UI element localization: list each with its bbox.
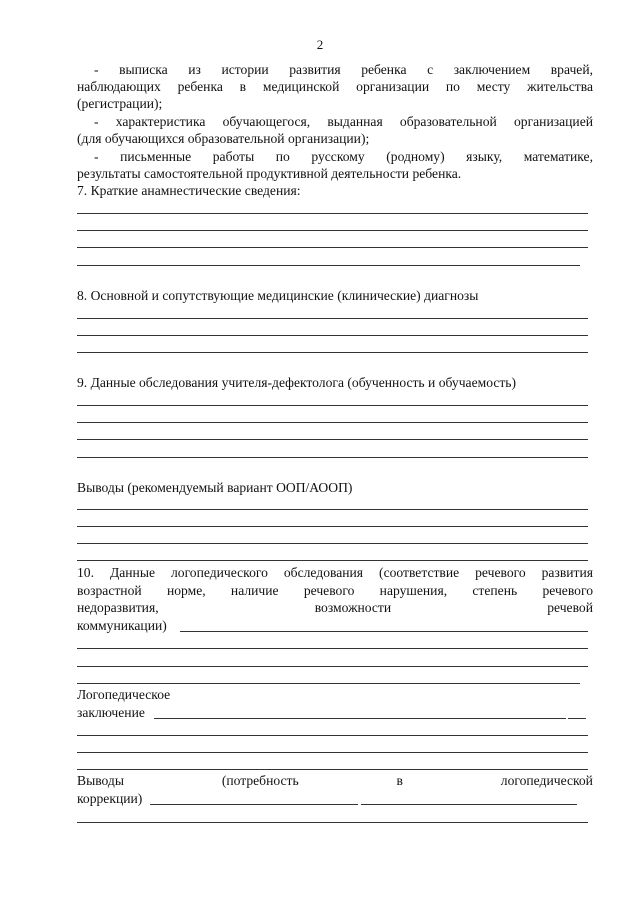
correction-word-2: (потребность [221, 773, 299, 788]
speech-conclusion-inline-fill-end[interactable] [568, 718, 586, 719]
section7-fill-line[interactable] [77, 247, 588, 248]
intro-line-3: (регистрации); [77, 96, 163, 111]
speech-conclusion-inline-fill[interactable] [154, 718, 566, 719]
section7-fill-line[interactable] [77, 230, 588, 231]
section10-inline-fill[interactable] [180, 631, 588, 632]
intro-line-1: - выписка из истории развития ребенка с заключением врачей, [94, 62, 593, 77]
section10-fill-line[interactable] [77, 648, 588, 649]
section8-fill-line[interactable] [77, 318, 588, 319]
section9-fill-line[interactable] [77, 422, 588, 423]
intro-line-4: - характеристика обучающегося, выданная образовательной организацией [94, 114, 593, 129]
section9-fill-line[interactable] [77, 457, 588, 458]
intro-line-2: наблюдающих ребенка в медицинской организации по месту жительства [77, 79, 593, 94]
conclusions-oop-title: Выводы (рекомендуемый вариант ООП/АООП) [77, 480, 353, 495]
correction-line-1 [77, 772, 593, 789]
conclusions-oop-fill-line[interactable] [77, 560, 588, 561]
conclusions-oop-fill-line[interactable] [77, 526, 588, 527]
conclusions-oop-fill-line[interactable] [77, 509, 588, 510]
speech-conclusion-fill-line[interactable] [77, 752, 588, 753]
section8-fill-line[interactable] [77, 352, 588, 353]
intro-line-7: результаты самостоятельной продуктивной деятельности ребенка. [77, 166, 462, 181]
intro-line-6: - письменные работы по русскому (родному) языку, математике, [94, 149, 593, 164]
section9-title: 9. Данные обследования учителя-дефектолога (обученность и обучаемость) [77, 375, 517, 390]
section9-fill-line[interactable] [77, 439, 588, 440]
section8-title: 8. Основной и сопутствующие медицинские (клинические) диагнозы [77, 288, 479, 303]
section7-title: 7. Краткие анамнестические сведения: [77, 183, 301, 198]
correction-word-4: логопедической [500, 773, 593, 788]
section10-line-1: 10. Данные логопедического обследования (соответствие речевого развития [77, 565, 593, 580]
section7-fill-line[interactable] [77, 213, 588, 214]
page-number: 2 [316, 37, 324, 52]
section10-fill-line[interactable] [77, 683, 580, 684]
section9-fill-line[interactable] [77, 405, 588, 406]
section7-fill-line[interactable] [77, 265, 580, 266]
section10-line-3: недоразвития, возможности речевой [77, 600, 593, 615]
correction-word-1: Выводы [77, 773, 124, 788]
correction-inline-fill[interactable] [361, 804, 577, 805]
correction-word-3: в [396, 773, 403, 788]
speech-conclusion-label-2: заключение [77, 705, 145, 720]
correction-inline-fill[interactable] [150, 804, 358, 805]
section10-fill-line[interactable] [77, 666, 588, 667]
conclusions-oop-fill-line[interactable] [77, 543, 588, 544]
correction-fill-line[interactable] [77, 822, 588, 823]
intro-line-5: (для обучающихся образовательной организации); [77, 131, 370, 146]
speech-conclusion-fill-line[interactable] [77, 769, 588, 770]
speech-conclusion-fill-line[interactable] [77, 735, 588, 736]
speech-conclusion-label-1: Логопедическое [77, 687, 171, 702]
section8-fill-line[interactable] [77, 335, 588, 336]
section10-line-2: возрастной норме, наличие речевого нарушения, степень речевого [77, 583, 593, 598]
correction-line-2: коррекции) [77, 791, 143, 806]
section10-line-4: коммуникации) [77, 618, 167, 633]
